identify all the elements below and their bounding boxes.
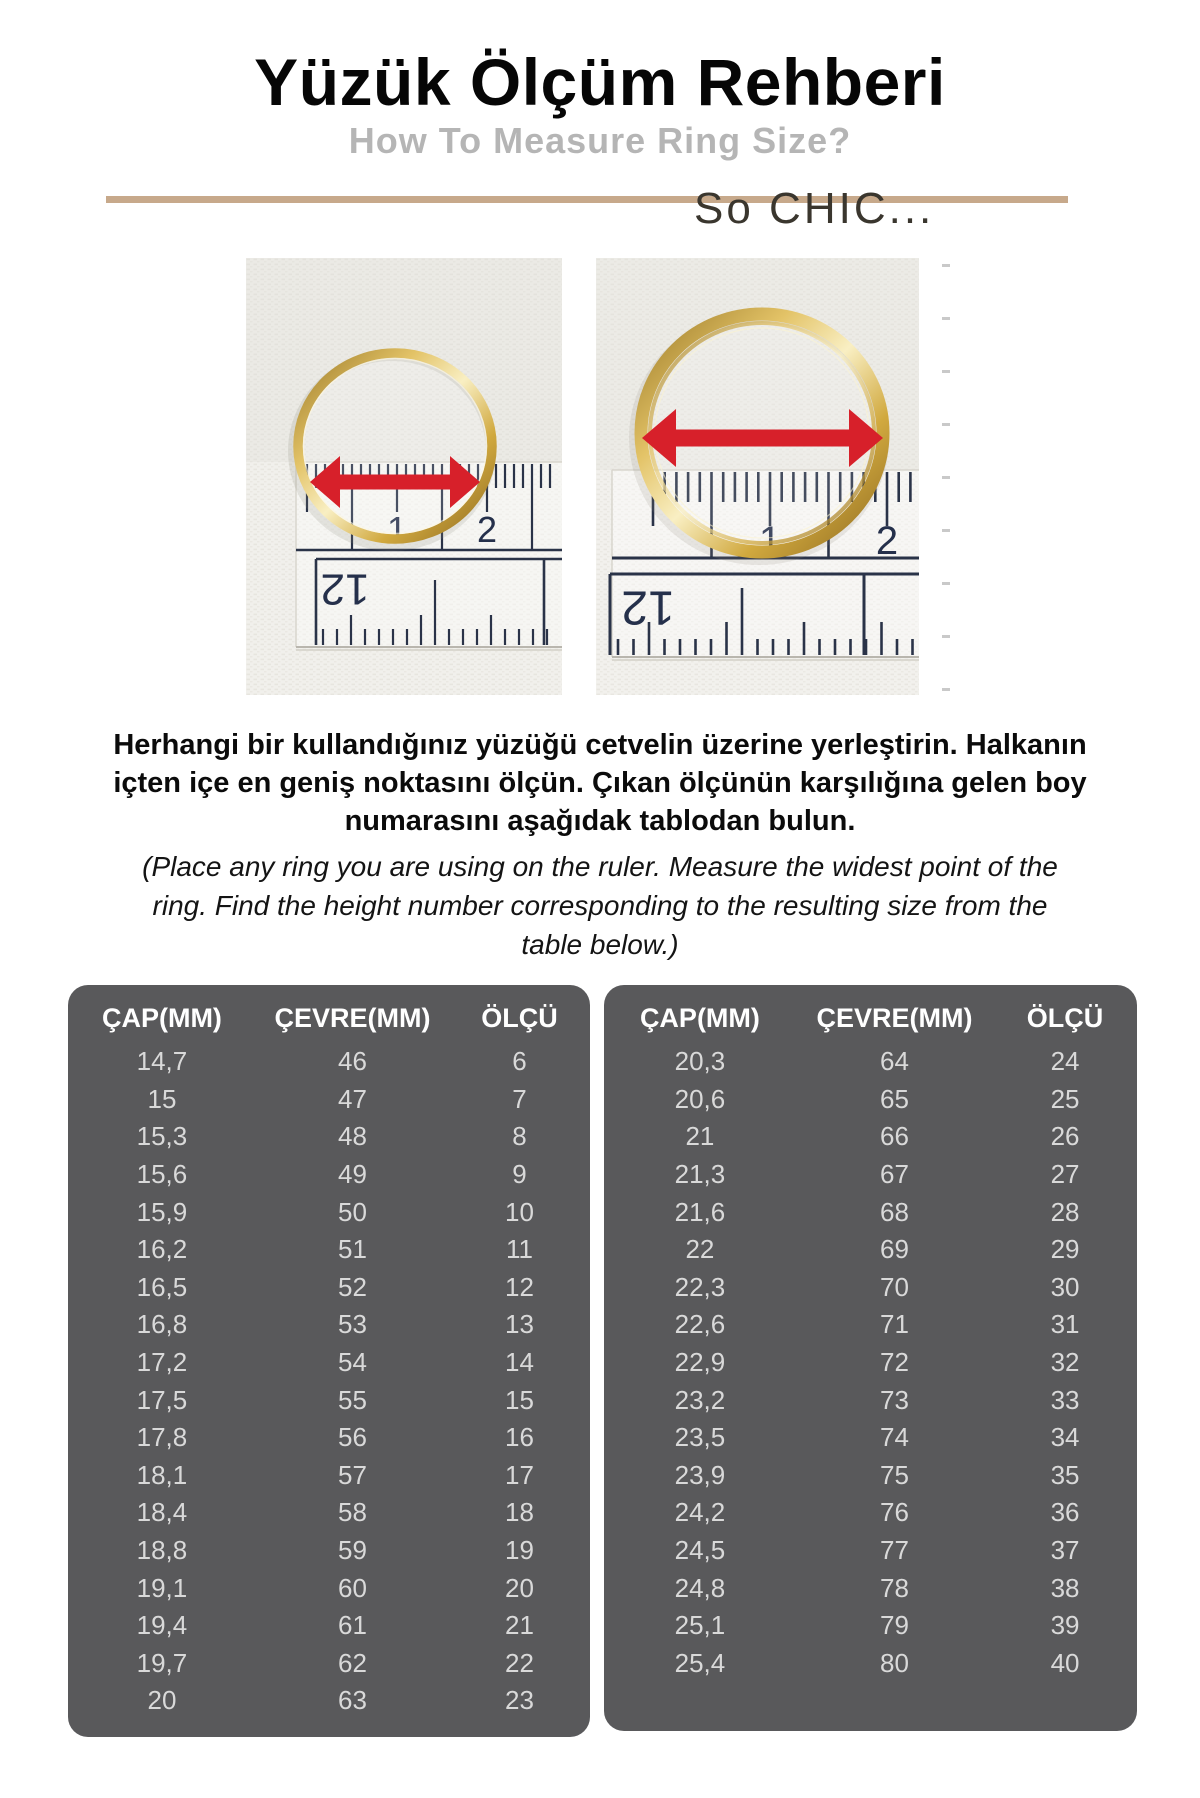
table-row bbox=[68, 1645, 590, 1683]
ruler-number-reverse: 12 bbox=[621, 580, 675, 634]
table-cell: 20,3 bbox=[674, 1046, 726, 1077]
table-cell: 63 bbox=[338, 1685, 367, 1716]
ring-photo-small bbox=[246, 258, 562, 695]
table-cell: 15 bbox=[147, 1083, 177, 1114]
table-cell: 66 bbox=[880, 1121, 909, 1152]
table-header-row bbox=[604, 985, 1137, 1043]
table-row bbox=[68, 1494, 590, 1532]
table-row bbox=[604, 1494, 1137, 1532]
header-cell-cevre: ÇEVRE(MM) bbox=[274, 1002, 431, 1033]
table-cell: 34 bbox=[1050, 1422, 1080, 1453]
table-cell: 21,6 bbox=[674, 1196, 726, 1227]
table-cell: 11 bbox=[506, 1234, 533, 1265]
table-cell: 24,8 bbox=[674, 1572, 726, 1603]
header-cell-cap: ÇAP(MM) bbox=[639, 1002, 760, 1033]
table-cell: 6 bbox=[512, 1046, 527, 1077]
dash-mark bbox=[942, 688, 950, 691]
turkish-line: Herhangi bir kullandığınız yüzüğü cetvelin üzerine yerleştirin. Halkanın bbox=[113, 729, 1087, 761]
table-cell: 58 bbox=[338, 1497, 367, 1528]
table-cell: 25 bbox=[1050, 1083, 1080, 1114]
table-row bbox=[68, 1156, 590, 1194]
table-cell: 68 bbox=[880, 1196, 909, 1227]
table-cell: 20,6 bbox=[674, 1083, 726, 1114]
table-cell: 75 bbox=[880, 1459, 909, 1490]
dash-mark bbox=[942, 582, 950, 585]
table-row bbox=[604, 1118, 1137, 1156]
table-row bbox=[604, 1344, 1137, 1382]
table-cell: 56 bbox=[338, 1422, 367, 1453]
table-row bbox=[68, 1381, 590, 1419]
table-cell: 19,1 bbox=[136, 1572, 188, 1603]
table-row bbox=[68, 1193, 590, 1231]
table-cell: 19,7 bbox=[136, 1647, 188, 1678]
table-cell: 22,6 bbox=[674, 1309, 726, 1340]
table-cell: 65 bbox=[880, 1083, 909, 1114]
brand-logo: So CHIC... bbox=[694, 184, 935, 233]
header-cell-cap: ÇAP(MM) bbox=[101, 1002, 222, 1033]
ring-photo-small-figure bbox=[246, 258, 562, 695]
table-cell: 67 bbox=[880, 1159, 909, 1190]
table-cell: 14,7 bbox=[136, 1046, 188, 1077]
table-cell: 21 bbox=[505, 1610, 534, 1641]
table-header-row bbox=[68, 985, 590, 1043]
table-cell: 16,2 bbox=[136, 1234, 188, 1265]
ruler-number-1: 1 bbox=[758, 519, 782, 563]
table-cell: 22 bbox=[685, 1234, 715, 1265]
table-row bbox=[68, 1306, 590, 1344]
table-row bbox=[68, 1682, 590, 1720]
table-row bbox=[604, 1569, 1137, 1607]
ring-photo-large bbox=[596, 258, 919, 695]
table-cell: 78 bbox=[880, 1572, 909, 1603]
table-cell: 76 bbox=[880, 1497, 909, 1528]
size-table-left bbox=[68, 985, 590, 1737]
header-cell-olcu: ÖLÇÜ bbox=[1026, 1002, 1104, 1033]
table-row bbox=[68, 1419, 590, 1457]
instruction-text-english bbox=[0, 847, 1200, 964]
table-cell: 36 bbox=[1050, 1497, 1080, 1528]
table-cell: 47 bbox=[338, 1083, 367, 1114]
page-subtitle: How To Measure Ring Size? bbox=[348, 120, 852, 161]
table-row bbox=[604, 1043, 1137, 1081]
table-row bbox=[68, 1569, 590, 1607]
turkish-line: içten içe en geniş noktasını ölçün. Çıkan ölçünün karşılığına gelen boy bbox=[113, 767, 1087, 799]
dash-mark bbox=[942, 370, 950, 373]
table-cell: 37 bbox=[1050, 1535, 1080, 1566]
table-cell: 14 bbox=[505, 1347, 534, 1378]
table-cell: 74 bbox=[880, 1422, 909, 1453]
table-row bbox=[68, 1081, 590, 1119]
table-cell: 18,1 bbox=[136, 1459, 188, 1490]
ring-photo-large-figure bbox=[596, 258, 919, 695]
table-cell: 55 bbox=[338, 1384, 367, 1415]
english-line: table below.) bbox=[521, 929, 679, 960]
table-cell: 62 bbox=[338, 1647, 367, 1678]
table-cell: 13 bbox=[505, 1309, 534, 1340]
table-cell: 59 bbox=[338, 1535, 367, 1566]
header-cell-cevre: ÇEVRE(MM) bbox=[816, 1002, 973, 1033]
table-cell: 15 bbox=[505, 1384, 534, 1415]
dash-mark bbox=[942, 529, 950, 532]
table-cell: 21 bbox=[685, 1121, 715, 1152]
table-row bbox=[68, 1118, 590, 1156]
ruler-number-reverse: 12 bbox=[320, 564, 370, 614]
table-cell: 52 bbox=[338, 1271, 367, 1302]
table-cell: 23,9 bbox=[674, 1459, 726, 1490]
table-cell: 19 bbox=[505, 1535, 534, 1566]
table-body bbox=[68, 1043, 590, 1720]
table-cell: 35 bbox=[1050, 1459, 1080, 1490]
table-cell: 15,3 bbox=[136, 1121, 188, 1152]
table-cell: 24,2 bbox=[674, 1497, 726, 1528]
table-cell: 17,5 bbox=[136, 1384, 188, 1415]
table-row bbox=[68, 1043, 590, 1081]
table-row bbox=[604, 1193, 1137, 1231]
table-cell: 33 bbox=[1050, 1384, 1080, 1415]
table-cell: 64 bbox=[880, 1046, 909, 1077]
table-cell: 50 bbox=[338, 1196, 367, 1227]
size-table-right bbox=[604, 985, 1137, 1731]
table-row bbox=[604, 1269, 1137, 1307]
dash-mark bbox=[942, 476, 950, 479]
table-cell: 23,5 bbox=[674, 1422, 726, 1453]
table-cell: 46 bbox=[338, 1046, 367, 1077]
table-cell: 16,8 bbox=[136, 1309, 188, 1340]
table-cell: 10 bbox=[505, 1196, 534, 1227]
table-cell: 19,4 bbox=[136, 1610, 188, 1641]
table-cell: 17 bbox=[505, 1459, 534, 1490]
table-cell: 27 bbox=[1050, 1159, 1080, 1190]
table-cell: 18,8 bbox=[136, 1535, 188, 1566]
table-cell: 40 bbox=[1050, 1647, 1080, 1678]
table-cell: 17,8 bbox=[136, 1422, 188, 1453]
table-cell: 80 bbox=[880, 1647, 909, 1678]
instruction-text-turkish bbox=[0, 726, 1200, 840]
table-cell: 26 bbox=[1050, 1121, 1080, 1152]
table-cell: 20 bbox=[147, 1685, 177, 1716]
table-row bbox=[604, 1419, 1137, 1457]
table-cell: 73 bbox=[880, 1384, 909, 1415]
header-cell-olcu: ÖLÇÜ bbox=[481, 1002, 558, 1033]
ruler-number-2: 2 bbox=[476, 509, 498, 550]
table-cell: 25,4 bbox=[674, 1647, 726, 1678]
table-cell: 16 bbox=[505, 1422, 534, 1453]
table-row bbox=[68, 1231, 590, 1269]
table-cell: 51 bbox=[338, 1234, 367, 1265]
table-cell: 29 bbox=[1050, 1234, 1080, 1265]
table-cell: 8 bbox=[512, 1121, 527, 1152]
ruler-number-2: 2 bbox=[875, 519, 899, 563]
table-row bbox=[68, 1607, 590, 1645]
table-row bbox=[604, 1532, 1137, 1570]
table-cell: 70 bbox=[880, 1271, 909, 1302]
table-cell: 28 bbox=[1050, 1196, 1080, 1227]
table-cell: 7 bbox=[512, 1083, 527, 1114]
table-cell: 12 bbox=[505, 1271, 534, 1302]
ruler-number-1: 1 bbox=[386, 509, 408, 550]
table-cell: 25,1 bbox=[674, 1610, 726, 1641]
table-cell: 38 bbox=[1050, 1572, 1080, 1603]
dash-mark bbox=[942, 635, 950, 638]
table-cell: 69 bbox=[880, 1234, 909, 1265]
table-row bbox=[604, 1231, 1137, 1269]
table-row bbox=[604, 1381, 1137, 1419]
table-cell: 60 bbox=[338, 1572, 367, 1603]
gold-ring bbox=[293, 353, 492, 546]
table-cell: 32 bbox=[1050, 1347, 1080, 1378]
table-cell: 9 bbox=[512, 1159, 527, 1190]
table-cell: 57 bbox=[338, 1459, 367, 1490]
table-row bbox=[68, 1532, 590, 1570]
table-cell: 31 bbox=[1050, 1309, 1080, 1340]
table-cell: 71 bbox=[880, 1309, 909, 1340]
table-cell: 18 bbox=[505, 1497, 534, 1528]
table-cell: 23 bbox=[505, 1685, 534, 1716]
table-row bbox=[604, 1081, 1137, 1119]
table-row bbox=[604, 1607, 1137, 1645]
table-cell: 53 bbox=[338, 1309, 367, 1340]
table-cell: 72 bbox=[880, 1347, 909, 1378]
table-cell: 23,2 bbox=[674, 1384, 726, 1415]
table-cell: 22,3 bbox=[674, 1271, 726, 1302]
table-cell: 61 bbox=[338, 1610, 367, 1641]
table-cell: 22 bbox=[505, 1647, 534, 1678]
table-cell: 15,9 bbox=[136, 1196, 188, 1227]
table-cell: 24,5 bbox=[674, 1535, 726, 1566]
dash-mark bbox=[942, 317, 950, 320]
table-cell: 20 bbox=[505, 1572, 534, 1603]
dash-mark bbox=[942, 264, 950, 267]
table-cell: 39 bbox=[1050, 1610, 1080, 1641]
table-row bbox=[604, 1156, 1137, 1194]
dash-mark bbox=[942, 423, 950, 426]
table-cell: 18,4 bbox=[136, 1497, 188, 1528]
table-cell: 79 bbox=[880, 1610, 909, 1641]
english-line: ring. Find the height number corresponding to the resulting size from the bbox=[152, 890, 1048, 921]
table-cell: 24 bbox=[1050, 1046, 1080, 1077]
table-cell: 21,3 bbox=[674, 1159, 726, 1190]
table-row bbox=[604, 1645, 1137, 1683]
table-cell: 22,9 bbox=[674, 1347, 726, 1378]
table-cell: 17,2 bbox=[136, 1347, 188, 1378]
page-title: Yüzük Ölçüm Rehberi bbox=[254, 45, 946, 119]
table-row bbox=[68, 1457, 590, 1495]
table-cell: 48 bbox=[338, 1121, 367, 1152]
table-cell: 30 bbox=[1050, 1271, 1080, 1302]
table-cell: 77 bbox=[880, 1535, 909, 1566]
table-cell: 15,6 bbox=[136, 1159, 188, 1190]
table-body bbox=[604, 1043, 1137, 1682]
table-row bbox=[604, 1306, 1137, 1344]
table-row bbox=[68, 1269, 590, 1307]
tick-dashes bbox=[942, 264, 952, 700]
table-cell: 54 bbox=[338, 1347, 367, 1378]
table-row bbox=[68, 1344, 590, 1382]
table-row bbox=[604, 1457, 1137, 1495]
table-cell: 16,5 bbox=[136, 1271, 188, 1302]
turkish-line: numarasını aşağıdak tablodan bulun. bbox=[344, 805, 856, 837]
english-line: (Place any ring you are using on the ruler. Measure the widest point of the bbox=[142, 851, 1058, 882]
table-cell: 49 bbox=[338, 1159, 367, 1190]
